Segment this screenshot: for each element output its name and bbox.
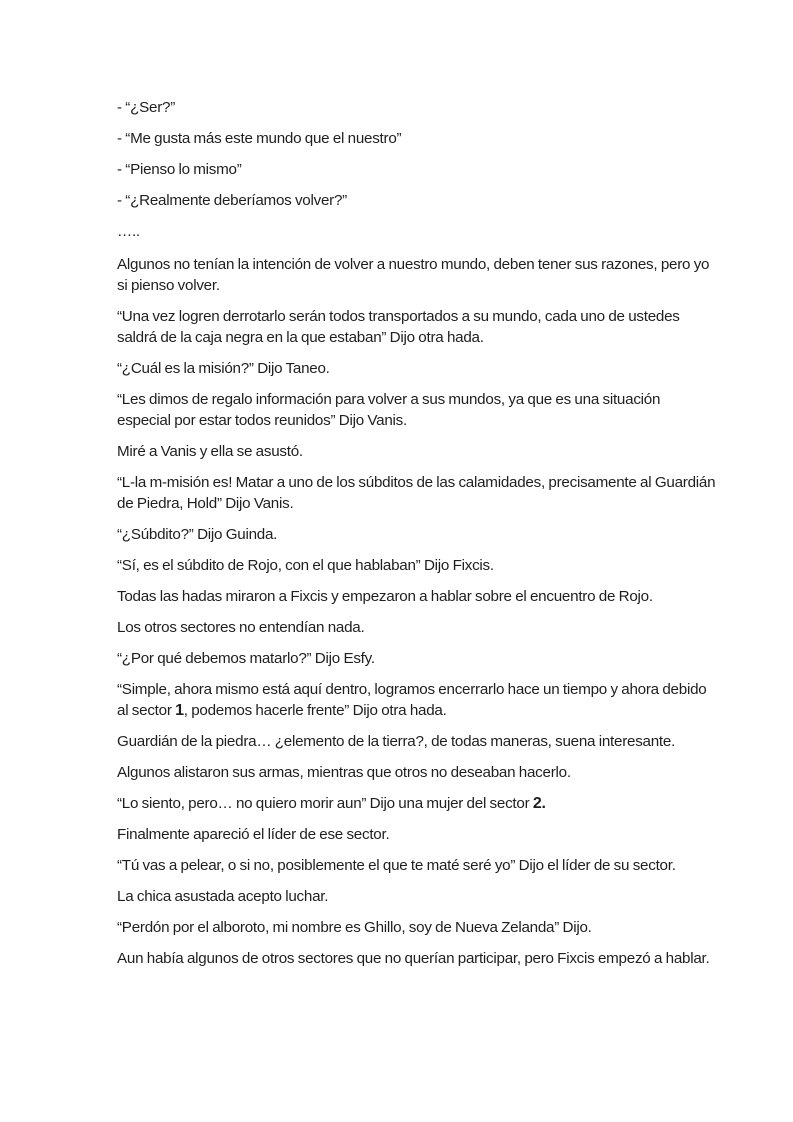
paragraph: “Sí, es el súbdito de Rojo, con el que hablaban” Dijo Fixcis. (117, 557, 494, 574)
paragraph-text: “Lo siento, pero… no quiero morir aun” Dijo una mujer del sector (117, 795, 533, 812)
dialogue-line: - “¿Realmente deberíamos volver?” (117, 192, 347, 209)
paragraph: Finalmente apareció el líder de ese sector. (117, 826, 390, 843)
paragraph: Todas las hadas miraron a Fixcis y empezaron a hablar sobre el encuentro de Rojo. (117, 588, 653, 605)
paragraph: “¿Cuál es la misión?” Dijo Taneo. (117, 360, 330, 377)
paragraph (117, 679, 717, 721)
paragraph: Guardián de la piedra… ¿elemento de la tierra?, de todas maneras, suena interesante. (117, 733, 676, 750)
paragraph: “Tú vas a pelear, o si no, posiblemente el que te maté seré yo” Dijo el líder de su sector. (117, 857, 676, 874)
paragraph: Algunos alistaron sus armas, mientras que otros no deseaban hacerlo. (117, 764, 571, 781)
paragraph: La chica asustada acepto luchar. (117, 888, 329, 905)
paragraph (117, 793, 717, 814)
page-body (117, 97, 717, 979)
paragraph-text: “Simple, ahora mismo está aquí dentro, logramos encerrarlo hace un tiempo y ahora debido al sector (117, 681, 707, 719)
sector-number: 2. (532, 795, 546, 812)
paragraph: “Les dimos de regalo información para volver a sus mundos, ya que es una situación especial por estar todos reunidos” Dijo Vanis. (117, 391, 661, 429)
paragraph: “Una vez logren derrotarlo serán todos transportados a su mundo, cada uno de ustedes saldrá de la caja negra en la que estaban” Dijo otra hada. (117, 308, 680, 346)
paragraph: “¿Por qué debemos matarlo?” Dijo Esfy. (117, 650, 375, 667)
dialogue-line: - “¿Ser?” (117, 99, 175, 116)
paragraph: Los otros sectores no entendían nada. (117, 619, 365, 636)
paragraph-text: , podemos hacerle frente” Dijo otra hada. (183, 702, 447, 719)
dialogue-line: - “Me gusta más este mundo que el nuestro” (117, 130, 402, 147)
scene-break: ….. (117, 223, 140, 240)
paragraph: “¿Súbdito?” Dijo Guinda. (117, 526, 278, 543)
paragraph: Miré a Vanis y ella se asustó. (117, 443, 303, 460)
paragraph: “Perdón por el alboroto, mi nombre es Ghillo, soy de Nueva Zelanda” Dijo. (117, 919, 592, 936)
sector-number: 1 (175, 702, 184, 719)
paragraph: “L-la m-misión es! Matar a uno de los súbditos de las calamidades, precisamente al Guardián de Piedra, Hold” Dijo Vanis. (117, 474, 716, 512)
paragraph: Aun había algunos de otros sectores que no querían participar, pero Fixcis empezó a hablar. (117, 950, 710, 967)
dialogue-line: - “Pienso lo mismo” (117, 161, 242, 178)
paragraph: Algunos no tenían la intención de volver a nuestro mundo, deben tener sus razones, pero yo si pienso volver. (117, 256, 710, 294)
